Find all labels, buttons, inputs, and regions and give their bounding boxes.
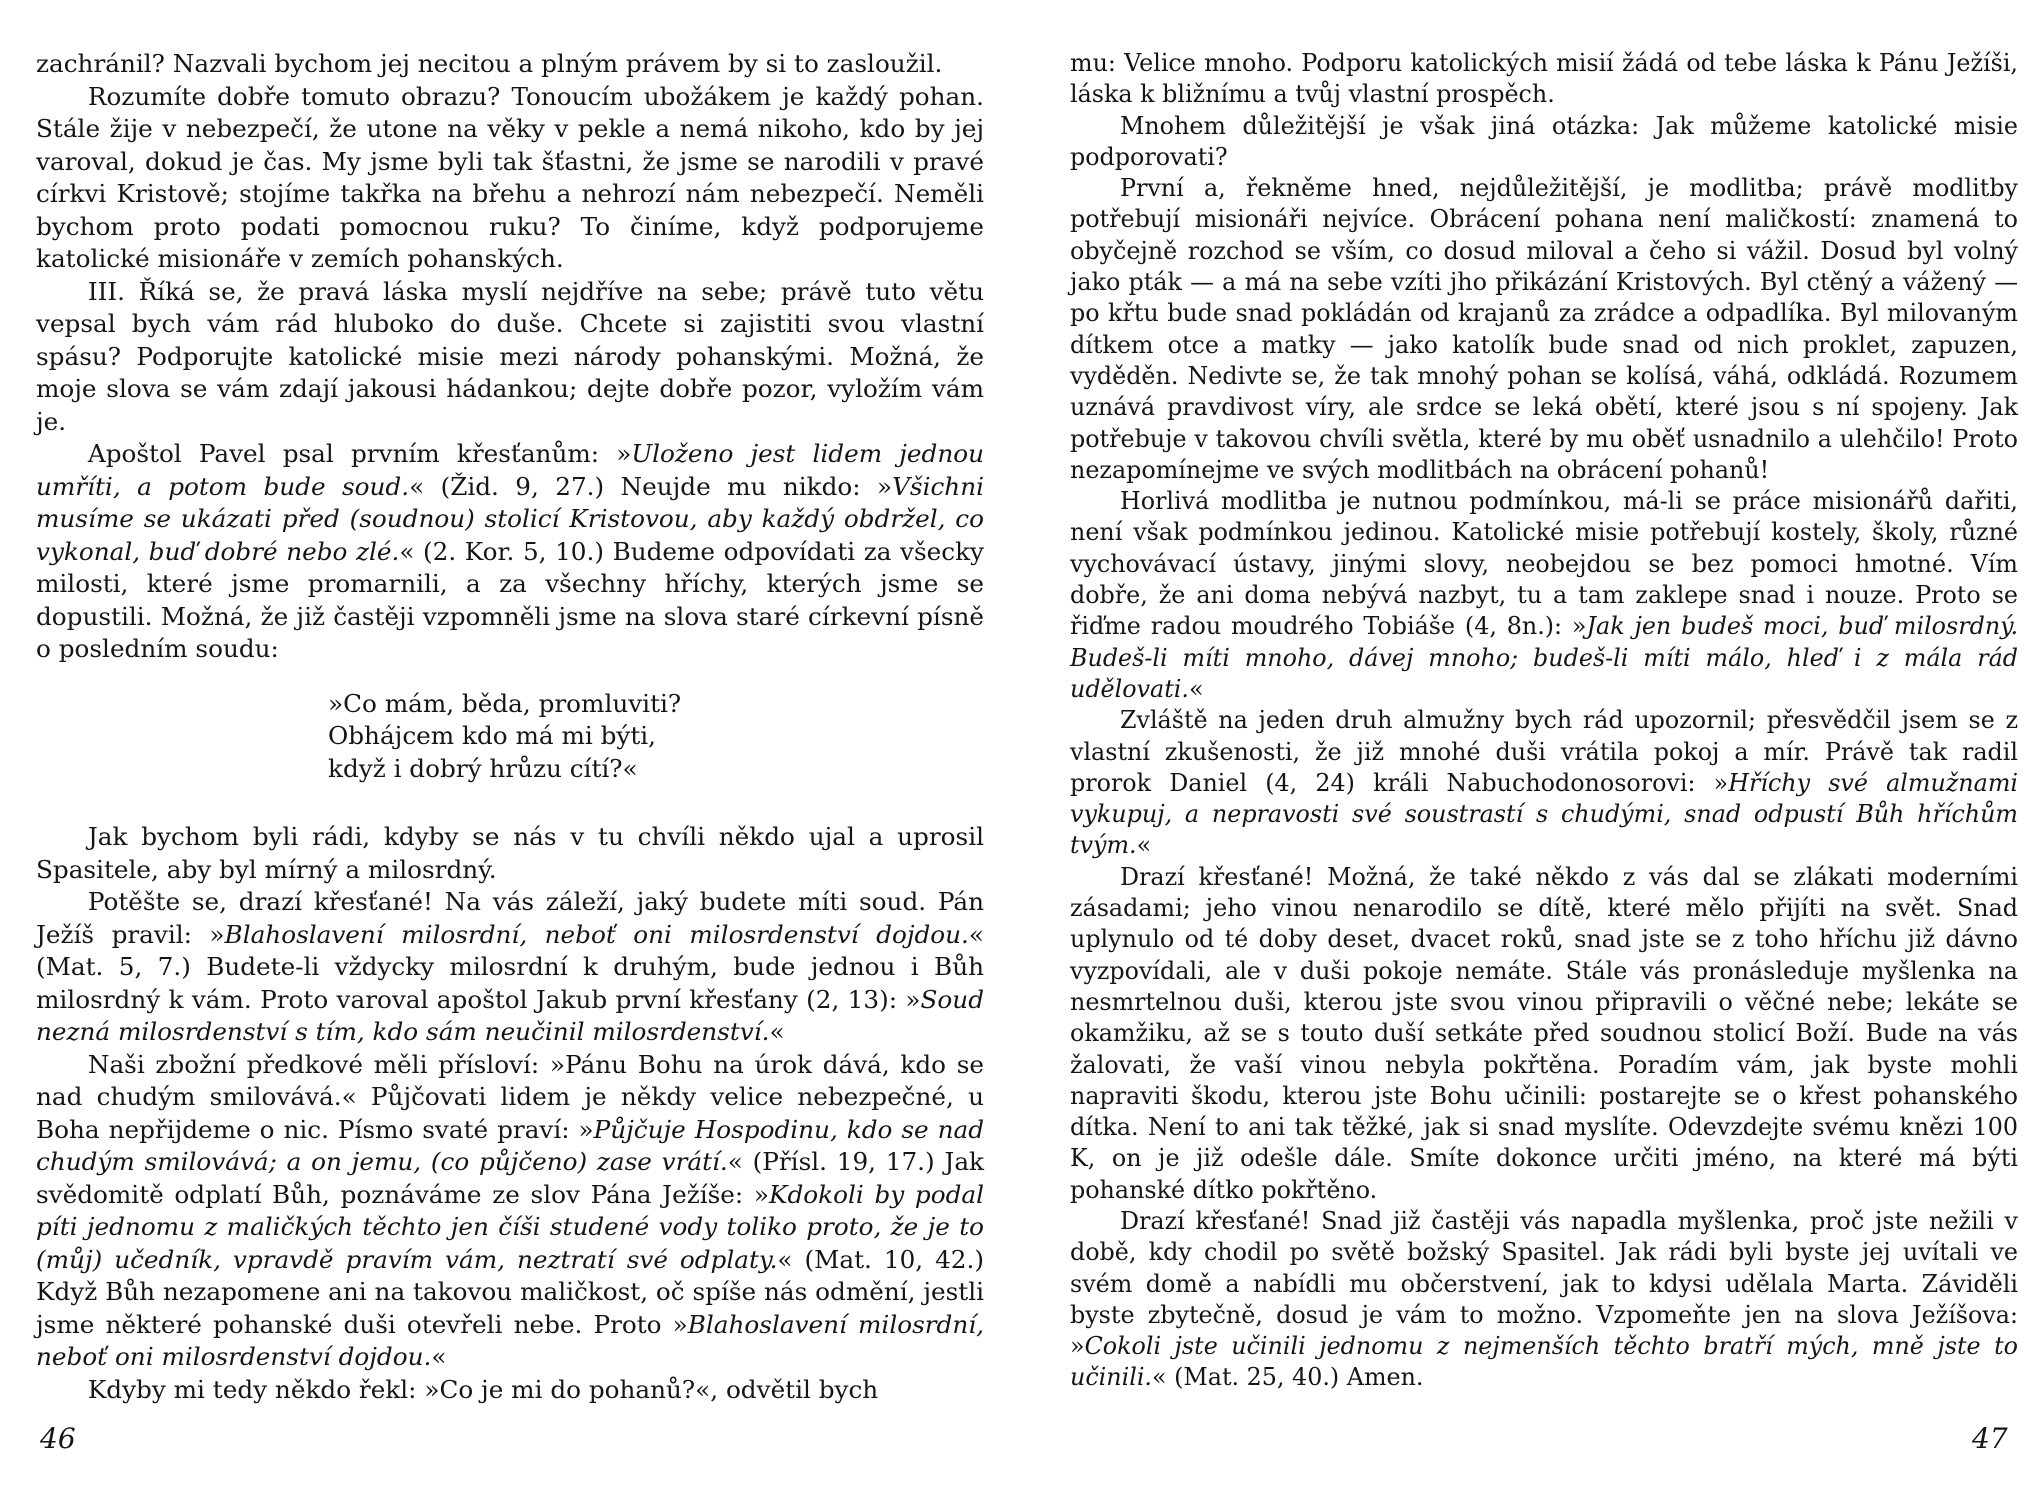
paragraph (36, 81, 984, 276)
verse-line: Obhájcem kdo má mi býti, (328, 721, 657, 750)
paragraph (1070, 705, 2018, 861)
left-page (36, 48, 984, 1406)
text-run: Rozumíte dobře tomuto obrazu? Tonoucím ubožákem je každý pohan. Stále žije v nebezpečí, že utone na věky v pekle a nemá nikoho, kdo by jej varoval, dokud je čas. My jsme byli tak šťastni, že jsme se narodili v pravé církvi Kristově; stojíme takřka na břehu a nehrozí nám nebezpečí. Neměli bychom proto podati pomocnou ruku? To činíme, když podporujeme katolické misionáře v zemích pohanských. (36, 81, 984, 273)
paragraph (36, 48, 984, 81)
paragraph (36, 438, 984, 666)
text-run: « (Mat. 10, 42.) Když Bůh nezapomene ani na takovou maličkost, oč spíše nás odmění, jestli jsme některé pohanské duši otevřeli nebe. Proto » (36, 1244, 984, 1339)
paragraph (1070, 111, 2018, 174)
paragraph (1070, 1206, 2018, 1394)
italic-quote: Soud nezná milosrdenství s tím, kdo sám neučinil milosrdenství. (36, 984, 984, 1046)
text-run: « (Mat. 25, 40.) Amen. (1152, 1363, 1424, 1392)
text-run: Apoštol Pavel psal prvním křesťanům: » (87, 439, 632, 468)
left-page-text-after-verse (36, 821, 984, 1406)
text-run: « (Žid. 9, 27.) Neujde mu nikdo: » (409, 471, 893, 501)
italic-quote: Blahoslavení milosrdní, neboť oni milosrdenství dojdou. (36, 1309, 985, 1371)
text-run: Jak bychom byli rádi, kdyby se nás v tu chvíli někdo ujal a uprosil Spasitele, aby byl mírný a milosrdný. (36, 822, 984, 884)
text-run: mu: Velice mnoho. Podporu katolických misií žádá od tebe láska k Pánu Ježíši, láska k bližnímu a tvůj vlastní prospěch. (1070, 49, 2018, 109)
text-run: « (431, 1342, 447, 1371)
text-run: Naši zbožní předkové měli přísloví: »Pánu Bohu na úrok dává, kdo se nad chudým smilovává.« Půjčovati lidem je někdy velice nebezpečné, u Boha nepřijdeme o nic. Písmo svaté praví: » (36, 1049, 984, 1144)
hymn-verse (328, 688, 984, 786)
text-run: « (2. Kor. 5, 10.) Budeme odpovídati za všecky milosti, které jsme promarnili, a za všechny hříchy, kterých jsme se dopustili. Možná, že již častěji vzpomněli jsme na slova staré církevní písně o posledním soudu: (36, 536, 984, 663)
text-run: zachránil? Nazvali bychom jej necitou a plným právem by si to zasloužil. (36, 49, 943, 78)
italic-quote: Uloženo jest lidem jednou umříti, a potom bude soud. (36, 439, 984, 501)
text-run: « (1136, 831, 1152, 860)
paragraph (1070, 862, 2018, 1206)
text-run: « (Přísl. 19, 17.) Jak svědomitě odplatí Bůh, poznáváme ze slov Pána Ježíše: » (36, 1147, 984, 1209)
right-page (1070, 48, 2018, 1394)
text-run: Horlivá modlitba je nutnou podmínkou, má-li se práce misionářů dařiti, není však podmínkou jedinou. Katolické misie potřebují kostely, školy, různé vychovávací ústavy, jinými slovy, neobejdou se bez pomoci hmotné. Vím dobře, že ani doma nebývá nazbyt, tu a tam zaklepe snad i nouze. Proto se řiďme radou moudrého Tobiáše (4, 8n.): » (1070, 487, 2018, 641)
left-page-text-before-verse (36, 48, 984, 666)
page-number-left: 46 (40, 1422, 76, 1455)
italic-quote: Hříchy své almužnami vykupuj, a nepravosti své soustrastí s chudými, snad odpustí Bůh hříchům tvým. (1070, 768, 2018, 860)
text-run: Potěšte se, drazí křesťané! Na vás záleží, jaký budete míti soud. Pán Ježíš pravil: » (36, 887, 984, 949)
text-run: « (1188, 674, 1204, 703)
verse-line: když i dobrý hrůzu cítí?« (328, 753, 638, 783)
italic-quote: Kdokoli by podal píti jednomu z maličkých těchto jen číši studené vody toliko proto, že je to (můj) učedník, vpravdě pravím vám, neztratí své odplaty. (36, 1179, 984, 1274)
text-run: Kdyby mi tedy někdo řekl: »Co je mi do pohanů?«, odvětil bych (87, 1374, 879, 1404)
italic-quote: Všichni musíme se ukázati před (soudnou) stolicí Kristovou, aby každý obdržel, co vykonal, buď dobré nebo zlé. (36, 471, 984, 566)
paragraph (1070, 48, 2018, 111)
text-run: III. Říká se, že pravá láska myslí nejdříve na sebe; právě tuto větu vepsal bych vám rád hluboko do duše. Chcete si zajistiti svou vlastní spásu? Podporujte katolické misie mezi národy pohanskými. Možná, že moje slova se vám zdají jakousi hádankou; dejte dobře pozor, vyložím vám je. (36, 276, 984, 436)
text-run: « (769, 1017, 785, 1046)
text-run: Drazí křesťané! Možná, že také někdo z vás dal se zlákati moderními zásadami; jeho vinou nenarodilo se dítě, které mělo přijíti na svět. Snad uplynulo od té doby deset, dvacet roků, snad jste se z toho hříchu již dávno vyzpovídali, ale v duši pokoje nemáte. Stále vás pronásleduje myšlenka na nesmrtelnou duši, kterou jste svou vinou připravili o věčné nebe; lekáte se okamžiku, až se s touto duší setkáte před soudnou stolicí Boží. Bude na vás žalovati, že vaší vinou nebyla pokřtěna. Poradím vám, jak byste mohli napraviti škodu, kterou jste Bohu učinili: postarejte se o křest pohanského dítka. Není to ani tak těžké, jak si snad myslíte. Odevzdejte svému knězi 100 K, on je již odešle dále. Smíte dokonce určiti jméno, na které má býti pohanské dítko pokřtěno. (1070, 862, 2018, 1204)
text-run: Mnohem důležitější je však jiná otázka: Jak můžeme katolické misie podporovati? (1070, 111, 2018, 171)
paragraph (1070, 173, 2018, 486)
paragraph (36, 276, 984, 439)
italic-quote: Blahoslavení milosrdní, neboť oni milosrdenství dojdou. (224, 919, 969, 949)
right-page-text (1070, 48, 2018, 1394)
verse-line: »Co mám, běda, promluviti? (328, 688, 682, 718)
paragraph (1070, 486, 2018, 705)
text-run: První a, řekněme hned, nejdůležitější, je modlitba; právě modlitby potřebují misionáři nejvíce. Obrácení pohana není maličkostí: znamená to obyčejně rozchod se vším, co dosud miloval a čeho si vážil. Dosud byl volný jako pták — a má na sebe vzíti jho přikázání Kristových. Byl ctěný a vážený — po křtu bude snad pokládán od krajanů za zrádce a odpadlíka. Byl milovaným dítkem otce a matky — jako katolík bude snad od nich proklet, zapuzen, vyděděn. Nedivte se, že tak mnohý pohan se kolísá, váhá, odkládá. Rozumem uznává pravdivost víry, ale srdce se leká obětí, které jsou s ní spojeny. Jak potřebuje v takovou chvíli světla, které by mu oběť usnadnilo a ulehčilo! Proto nezapomínejme ve svých modlitbách na obrácení pohanů! (1070, 174, 2018, 484)
paragraph (36, 821, 984, 886)
italic-quote: Cokoli jste učinili jednomu z nejmenších těchto bratří mých, mně jste to učinili. (1070, 1332, 2018, 1392)
italic-quote: Jak jen budeš moci, buď milosrdný. Budeš-li míti mnoho, dávej mnoho; budeš-li míti málo, hleď i z mála rád udělovati. (1070, 612, 2019, 703)
text-run: « (Mat. 5, 7.) Budete-li vždycky milosrdní k druhým, bude jednou i Bůh milosrdný k vám. Proto varoval apoštol Jakub první křesťany (2, 13): » (36, 919, 984, 1014)
page-number-right: 47 (1972, 1422, 2008, 1455)
text-run: Drazí křesťané! Snad již častěji vás napadla myšlenka, proč jste nežili v době, kdy chodil po světě božský Spasitel. Jak rádi byli byste jej uvítali ve svém domě a nabídli mu občerstvení, jak to kdysi udělala Marta. Záviděli byste zbytečně, dosud je vám to možno. Vzpomeňte jen na slova Ježíšova: » (1070, 1206, 2018, 1361)
text-run: Zvláště na jeden druh almužny bych rád upozornil; přesvědčil jsem se z vlastní zkušenosti, že již mnohé duši vrátila pokoj a mír. Právě tak radil prorok Daniel (4, 24) králi Nabuchodonosorovi: » (1070, 706, 2018, 797)
paragraph (36, 1374, 984, 1407)
italic-quote: Půjčuje Hospodinu, kdo se nad chudým smilovává; a on jemu, (co půjčeno) zase vrátí. (36, 1114, 984, 1176)
paragraph (36, 1049, 984, 1374)
paragraph (36, 886, 984, 1049)
